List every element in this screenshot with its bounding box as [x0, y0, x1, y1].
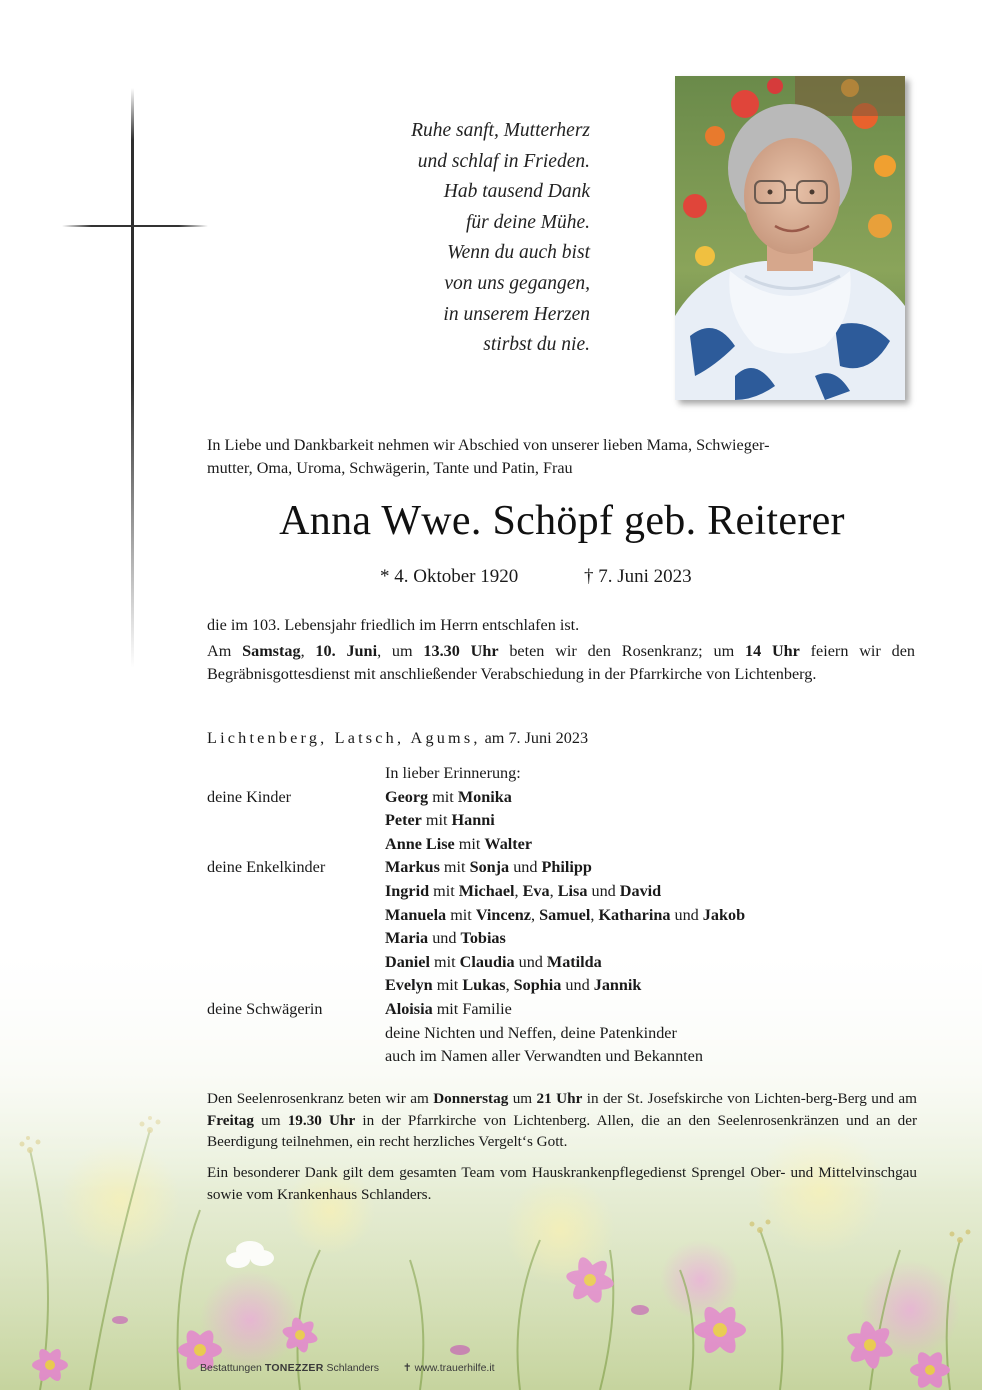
intro-line: In Liebe und Dankbarkeit nehmen wir Abschied von unserer lieben Mama, Schwieger- — [207, 436, 770, 454]
text-fragment: um — [508, 1090, 537, 1107]
rosary-day: Donnerstag — [433, 1090, 509, 1107]
intro-text — [207, 434, 917, 480]
list-item — [207, 880, 917, 904]
mourner-names: deine Nichten und Neffen, deine Patenkinder — [385, 1023, 677, 1042]
list-item — [207, 1022, 917, 1046]
poem-line: stirbst du nie. — [483, 334, 590, 356]
list-item — [207, 927, 917, 951]
place-towns: Lichtenberg, Latsch, Agums, — [207, 729, 481, 747]
text-fragment: in der Pfarrkirche von Lichtenberg. Allen, die an den Seelenrosenkränzen und an der Beerdigung teilnehmen, ein recht herzliches Vergelt‘s Gott. — [207, 1111, 918, 1150]
cross-icon: ✝ — [402, 1362, 412, 1374]
funeral-home-name: TONEZZER — [264, 1362, 324, 1374]
thanks-text: Ein besonderer Dank gilt dem gesamten Team vom Hauskrankenpflegedienst Sprengel Ober- und Mittelvinschgau sowie vom Krankenhaus Schlanders. — [207, 1164, 917, 1203]
list-item — [207, 1045, 917, 1069]
mourner-names: Peter mit Hanni — [385, 811, 495, 830]
mourner-names: Maria und Tobias — [385, 929, 506, 948]
text-fragment: in der St. Josefskirche von Lichten-berg-Berg und am — [582, 1090, 917, 1107]
text-fragment: Den Seelenrosenkranz beten wir am — [207, 1090, 434, 1107]
mourner-names: Anne Lise mit Walter — [385, 834, 533, 853]
cross-vertical-beam — [131, 88, 134, 668]
poem-line: in unserem Herzen — [443, 303, 590, 325]
list-item — [207, 833, 917, 857]
text-fragment: Am — [207, 642, 243, 660]
birth-date: * 4. Oktober 1920 — [380, 566, 519, 587]
text-fragment: , um — [377, 642, 424, 660]
list-item — [207, 951, 917, 975]
footer-website[interactable]: www.trauerhilfe.it — [414, 1362, 495, 1374]
footer — [200, 1362, 495, 1374]
mourner-role: deine Schwägerin — [207, 999, 323, 1018]
mourner-names: Georg mit Monika — [385, 787, 512, 806]
memory-heading: In lieber Erinnerung: — [385, 764, 521, 782]
mourner-names: Evelyn mit Lukas, Sophia und Jannik — [385, 976, 642, 995]
rosary-time: 13.30 Uhr — [423, 642, 499, 660]
mourner-names: Aloisia mit Familie — [385, 999, 512, 1018]
intro-line: mutter, Oma, Uroma, Schwägerin, Tante und Patin, Frau — [207, 459, 573, 477]
mourner-names: Ingrid mit Michael, Eva, Lisa und David — [385, 881, 662, 900]
portrait-photo — [675, 76, 905, 400]
poem-line: und schlaf in Frieden. — [417, 150, 590, 172]
poem-line: Hab tausend Dank — [443, 181, 590, 203]
place-and-date — [207, 727, 588, 750]
list-item — [207, 856, 917, 880]
mourner-role: deine Enkelkinder — [207, 858, 326, 877]
poem-line: Wenn du auch bist — [447, 242, 590, 264]
list-item — [207, 786, 917, 810]
deceased-name: Anna Wwe. Schöpf geb. Reiterer — [279, 498, 845, 544]
service-day: Samstag — [242, 642, 301, 660]
footer-prefix: Bestattungen — [200, 1362, 262, 1374]
mourner-role: deine Kinder — [207, 787, 292, 806]
age-line: die im 103. Lebensjahr friedlich im Herrn entschlafen ist. — [207, 616, 580, 634]
list-item — [207, 904, 917, 928]
mourner-names: auch im Namen aller Verwandten und Bekannten — [385, 1047, 703, 1066]
memorial-poem — [330, 116, 590, 361]
list-item — [207, 809, 917, 833]
text-fragment: um — [253, 1111, 288, 1129]
rosary-time: 21 Uhr — [536, 1090, 583, 1107]
list-item — [207, 974, 917, 998]
place-date: am 7. Juni 2023 — [480, 729, 589, 747]
footer-town: Schlanders — [323, 1362, 380, 1374]
list-item — [207, 998, 917, 1022]
rosary-time: 19.30 Uhr — [287, 1111, 356, 1129]
poem-line: von uns gegangen, — [444, 272, 590, 294]
funeral-service-text — [207, 640, 915, 686]
text-fragment: beten wir den Rosenkranz; um — [498, 642, 745, 660]
text-fragment: , — [300, 642, 316, 660]
mourner-names: Manuela mit Vincenz, Samuel, Katharina und Jakob — [385, 905, 746, 924]
mourners-list — [207, 762, 917, 1069]
poem-line: für deine Mühe. — [465, 211, 590, 233]
poem-line: Ruhe sanft, Mutterherz — [411, 120, 590, 141]
death-date: † 7. Juni 2023 — [584, 566, 692, 587]
cross-horizontal-beam — [62, 225, 208, 227]
text-fragment: feiern wir den Begräbnisgottesdienst mit anschließender Verabschiedung in der Pfarrkirche von Lichtenberg. — [207, 642, 915, 683]
mourner-names: Daniel mit Claudia und Matilda — [385, 952, 602, 971]
rosary-day: Freitag — [207, 1111, 254, 1129]
mourner-names: Markus mit Sonja und Philipp — [385, 858, 592, 877]
service-date: 10. Juni — [315, 642, 378, 660]
rosary-announcement — [207, 1088, 917, 1153]
mass-time: 14 Uhr — [744, 642, 800, 660]
memory-heading-row — [207, 762, 917, 786]
